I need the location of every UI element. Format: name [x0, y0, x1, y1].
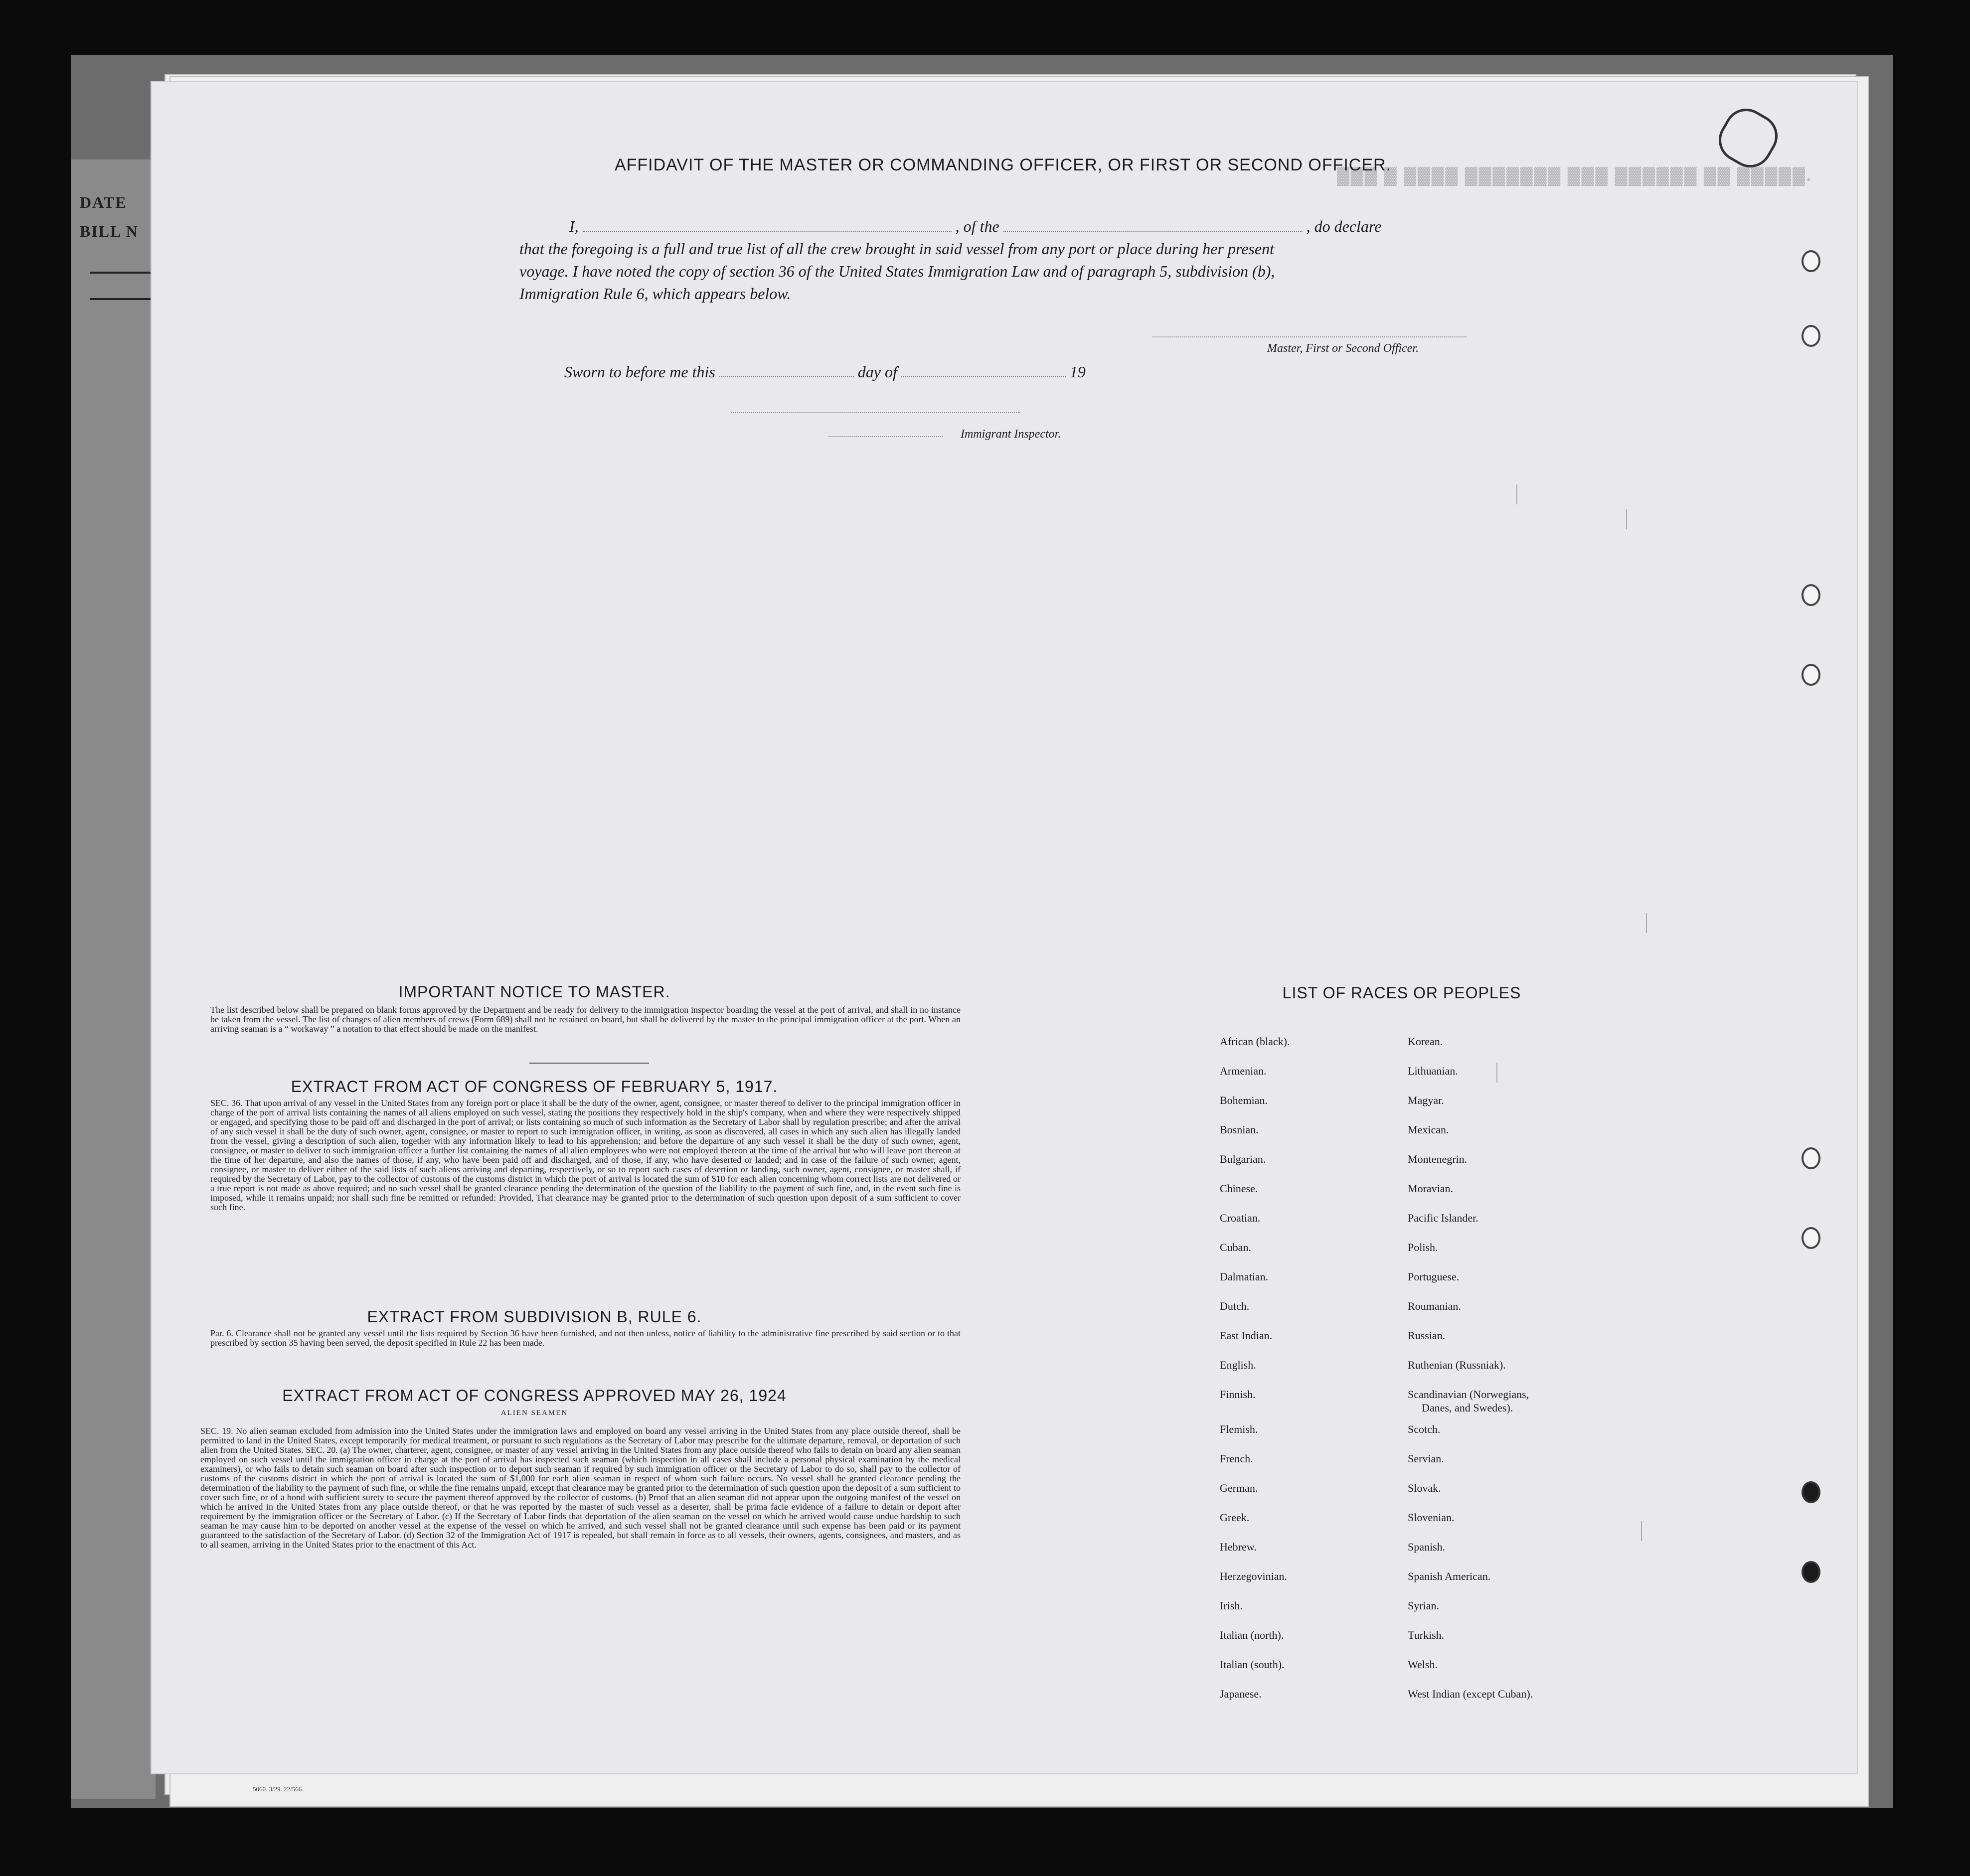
- race-left-item: Chinese.: [1220, 1182, 1258, 1195]
- race-left-item: African (black).: [1220, 1035, 1290, 1048]
- race-left-item: Italian (north).: [1220, 1629, 1284, 1641]
- race-left-item: Dutch.: [1220, 1300, 1250, 1312]
- notice-title: IMPORTANT NOTICE TO MASTER.: [398, 983, 670, 1001]
- race-right-item: Lithuanian.: [1408, 1065, 1458, 1077]
- punch-hole: [1802, 664, 1820, 686]
- sworn-day-field[interactable]: [719, 376, 854, 377]
- race-left-item: Cuban.: [1220, 1241, 1251, 1253]
- officer-name-field[interactable]: [583, 231, 952, 232]
- extract-rule6-title: EXTRACT FROM SUBDIVISION B, RULE 6.: [367, 1308, 702, 1326]
- race-left-item: Japanese.: [1220, 1688, 1262, 1700]
- race-right-item-continuation: Danes, and Swedes).: [1422, 1402, 1513, 1414]
- form-page: [151, 81, 1858, 1793]
- race-left-item: Herzegovinian.: [1220, 1570, 1287, 1582]
- race-right-item: Spanish American.: [1408, 1570, 1491, 1582]
- previous-page-strip: [71, 159, 156, 1799]
- extract-1917-title: EXTRACT FROM ACT OF CONGRESS OF FEBRUARY 5, 1917.: [291, 1078, 778, 1095]
- affidavit-of-the: , of the: [955, 217, 999, 235]
- race-right-item: Russian.: [1408, 1329, 1446, 1342]
- race-right-item: Polish.: [1408, 1241, 1438, 1253]
- race-right-item: Turkish.: [1408, 1629, 1445, 1641]
- punch-hole: [1802, 325, 1820, 347]
- inspector-signature-caption: Immigrant Inspector.: [961, 428, 1061, 441]
- race-right-item: West Indian (except Cuban).: [1408, 1688, 1533, 1700]
- race-right-item: Scandinavian (Norwegians,: [1408, 1388, 1529, 1401]
- inspector-signature-field[interactable]: [731, 412, 1020, 413]
- race-left-item: French.: [1220, 1452, 1253, 1465]
- sworn-line: [564, 361, 1531, 383]
- punch-hole: [1802, 1481, 1820, 1503]
- punch-hole: [1802, 1147, 1820, 1169]
- punch-hole: [1802, 584, 1820, 606]
- race-left-item: Irish.: [1220, 1599, 1243, 1612]
- race-right-item: Spanish.: [1408, 1541, 1446, 1553]
- bleed-through-mark: [1641, 1521, 1642, 1541]
- stub-date-label: DATE: [80, 193, 127, 211]
- race-left-item: English.: [1220, 1359, 1256, 1371]
- affidavit-do-declare: , do declare: [1306, 217, 1382, 235]
- race-right-item: Welsh.: [1408, 1658, 1438, 1671]
- sworn-prefix: Sworn to before me this: [564, 363, 715, 381]
- race-right-item: Slovak.: [1408, 1482, 1441, 1494]
- extract-1924-text: SEC. 19. No alien seaman excluded from admission into the United States under the immigration laws and employed on board any vessel arriving in the United States from any place outside thereof, shall be permitted to land in the United States, except temporarily for medical treatment, or pursuant to such regulations as the Secretary of Labor may prescribe for the ultimate departure, removal, or deportation of such alien from the United States. SEC. 20. (a) The owner, charterer, agent, consignee, or master of any vessel arriving in the United States from any place outside thereof who fails to detain on board any alien seaman employed on such vessel until the immigration officer in charge at the port of arrival has inspected such seaman (which inspection in all cases shall include a personal physical examination by the medical examiners), or who fails to detain such seaman on board after such inspection or to deport such seaman if required by such immigration officer or the Secretary of Labor to do so, shall pay to the collector of customs of the customs district in which the port of arrival is located the sum of $1,000 for each alien seaman in respect of whom such failure occurs. No vessel shall be granted clearance pending the determination of the liability to the payment of such fine, or while the fine remains unpaid, except that clearance may be granted prior to the determination of such question upon the deposit of a sum sufficient to cover such fine, or of a bond with sufficient surety to secure the payment thereof approved by the collector of customs. (b) Proof that an alien seaman did not appear upon the outgoing manifest of the vessel on which he arrived in the United States from any place outside thereof, or that he was reported by the master of such vessel as a deserter, shall be prima facie evidence of a failure to detain or deport after requirement by the immigration officer or the Secretary of Labor. (c) If the Secretary of Labor finds that deportation of the alien seaman on the vessel on which he arrived would cause undue hardship to such seaman he may cause him to be deported on another vessel at the expense of the vessel on which he arrived, and such vessel shall not be granted clearance until such expense has been paid or its payment guaranteed to the satisfaction of the Secretary of Labor. (d) Section 32 of the Immigration Act of 1917 is repealed, but shall remain in force as to all vessels, their owners, agents, consignees, and masters, and as to all seamen, arriving in the United States prior to the enactment of this Act.: [200, 1426, 961, 1550]
- bleed-through-mark: [1646, 913, 1647, 933]
- section-divider: [529, 1063, 649, 1064]
- sworn-day-of: day of: [857, 363, 897, 381]
- race-right-item: Montenegrin.: [1408, 1153, 1468, 1165]
- race-left-item: Croatian.: [1220, 1212, 1261, 1224]
- inspector-signature-lead: [828, 436, 943, 437]
- race-right-item: Roumanian.: [1408, 1300, 1461, 1312]
- master-signature-field[interactable]: [1152, 336, 1467, 337]
- race-left-item: Bohemian.: [1220, 1094, 1268, 1106]
- race-left-item: East Indian.: [1220, 1329, 1273, 1342]
- extract-1917-text: SEC. 36. That upon arrival of any vessel in the United States from any foreign port or place it shall be the duty of the owner, agent, consignee, or master thereof to deliver to the principal immigration officer in charge of the port of arrival lists containing the names of all aliens employed on such vessel, stating the positions they respectively hold in the ship's company, when and where they were respectively shipped or engaged, and specifying those to be paid off and discharged in the port of arrival; or lists containing so much of such information as the Secretary of Labor shall by regulation prescribe; and after the arrival of any such vessel it shall be the duty of such owner, agent, consignee, or master to report to such immigration officer, in writing, as soon as discovered, all cases in which any such alien has illegally landed from the vessel, giving a description of such alien, together with any information likely to lead to his apprehension; and before the departure of any such vessel it shall be the duty of such owner, agent, consignee, or master to deliver to such immigration officer a further list containing the names of all alien employees who were not employed thereon at the time of the arrival but who will leave port thereon at the time of her departure, and also the names of those, if any, who have been paid off and discharged, and of those, if any, who have deserted or landed; and in case of the failure of such owner, agent, consignee, or master to deliver either of the said lists of such aliens arriving and departing, respectively, or so to report such cases of desertion or landing, such owner, agent, consignee, or master shall, if required by the Secretary of Labor, pay to the collector of customs of the customs district in which the port of arrival is located the sum of $10 for each alien concerning whom correct lists are not delivered or a true report is not made as above required; and no such vessel shall be granted clearance pending the determination of the question of the liability to the payment of such fine, and, in the event such fine is imposed, while it remains unpaid; nor shall such fine be remitted or refunded: Provided, That clearance may be granted prior to the determination of such question upon deposit of a sum sufficient to cover such fine.: [210, 1098, 961, 1212]
- affidavit-declaration-line: [519, 215, 1486, 238]
- race-right-item: Pacific Islander.: [1408, 1212, 1478, 1224]
- punch-hole: [1802, 1561, 1820, 1583]
- affidavit-title: AFFIDAVIT OF THE MASTER OR COMMANDING OFFICER, OR FIRST OR SECOND OFFICER.: [614, 156, 1392, 174]
- affidavit-i: I,: [569, 217, 579, 235]
- race-left-item: Greek.: [1220, 1511, 1250, 1524]
- race-left-item: Bosnian.: [1220, 1123, 1259, 1136]
- extract-1924-title: EXTRACT FROM ACT OF CONGRESS APPROVED MAY 26, 1924: [282, 1387, 787, 1405]
- bleed-through-mark: [1496, 1063, 1497, 1083]
- race-left-item: Bulgarian.: [1220, 1153, 1266, 1165]
- race-right-item: Slovenian.: [1408, 1511, 1455, 1524]
- race-right-item: Moravian.: [1408, 1182, 1454, 1195]
- stub-bill-label: BILL N: [80, 222, 139, 240]
- race-right-item: Syrian.: [1408, 1599, 1439, 1612]
- stub-rule: [90, 272, 156, 274]
- race-right-item: Ruthenian (Russniak).: [1408, 1359, 1506, 1371]
- affidavit-line-2: that the foregoing is a full and true list of all the crew brought in said vessel from any port or place during her present: [519, 240, 1274, 258]
- race-left-item: Armenian.: [1220, 1065, 1267, 1077]
- race-left-item: Finnish.: [1220, 1388, 1256, 1401]
- race-left-item: Dalmatian.: [1220, 1270, 1269, 1283]
- race-right-item: Scotch.: [1408, 1423, 1441, 1435]
- vessel-name-field[interactable]: [1003, 231, 1303, 232]
- hole-reinforcement-ring: [1711, 101, 1786, 175]
- race-right-item: Portuguese.: [1408, 1270, 1460, 1283]
- affidavit-line-3: voyage. I have noted the copy of section 36 of the United States Immigration Law and of paragraph 5, subdivision (b),: [519, 262, 1275, 280]
- master-signature-caption: Master, First or Second Officer.: [1267, 342, 1419, 355]
- races-title: LIST OF RACES OR PEOPLES: [1282, 984, 1521, 1002]
- extract-1924-subtitle: ALIEN SEAMEN: [500, 1409, 568, 1417]
- stub-rule: [90, 298, 156, 300]
- bleed-through-mark: [1626, 509, 1627, 529]
- race-left-item: Italian (south).: [1220, 1658, 1285, 1671]
- race-left-item: German.: [1220, 1482, 1258, 1494]
- affidavit-line-4: Immigration Rule 6, which appears below.: [519, 285, 791, 303]
- extract-rule6-text: Par. 6. Clearance shall not be granted any vessel until the lists required by Section 36 have been furnished, and not then unless, notice of liability to the administrative fine prescribed by said section or to that prescribed by section 35 having been served, the deposit specified in Rule 22 has been made.: [210, 1328, 961, 1348]
- race-left-item: Hebrew.: [1220, 1541, 1257, 1553]
- punch-hole: [1802, 1227, 1820, 1249]
- punch-hole: [1802, 250, 1820, 272]
- bleed-through-mark: [1516, 484, 1517, 504]
- bleed-through-mark: ▓▓▓ ▓ ▓▓▓▓ ▓▓▓▓▓▓▓ ▓▓▓ ▓▓▓▓▓▓ ▓▓ ▓▓▓▓▓.: [1337, 166, 1812, 185]
- notice-text: The list described below shall be prepared on blank forms approved by the Department and be ready for delivery to the immigration inspector boarding the vessel at the port of arrival, and shall in no instance be taken from the vessel. The list of changes of alien members of crews (Form 689) shall not be retained on board, but shall be delivered by the master to the principal immigration officer at the port. When an arriving seaman is a “ workaway ” a notation to that effect should be made on the manifest.: [210, 1005, 961, 1034]
- race-right-item: Magyar.: [1408, 1094, 1444, 1106]
- race-right-item: Servian.: [1408, 1452, 1444, 1465]
- race-right-item: Korean.: [1408, 1035, 1443, 1048]
- sworn-year-prefix: 19: [1069, 363, 1086, 381]
- race-left-item: Flemish.: [1220, 1423, 1258, 1435]
- race-right-item: Mexican.: [1408, 1123, 1449, 1136]
- form-code: 5060. 3/29. 22/566.: [253, 1785, 304, 1793]
- sworn-month-field[interactable]: [901, 376, 1066, 377]
